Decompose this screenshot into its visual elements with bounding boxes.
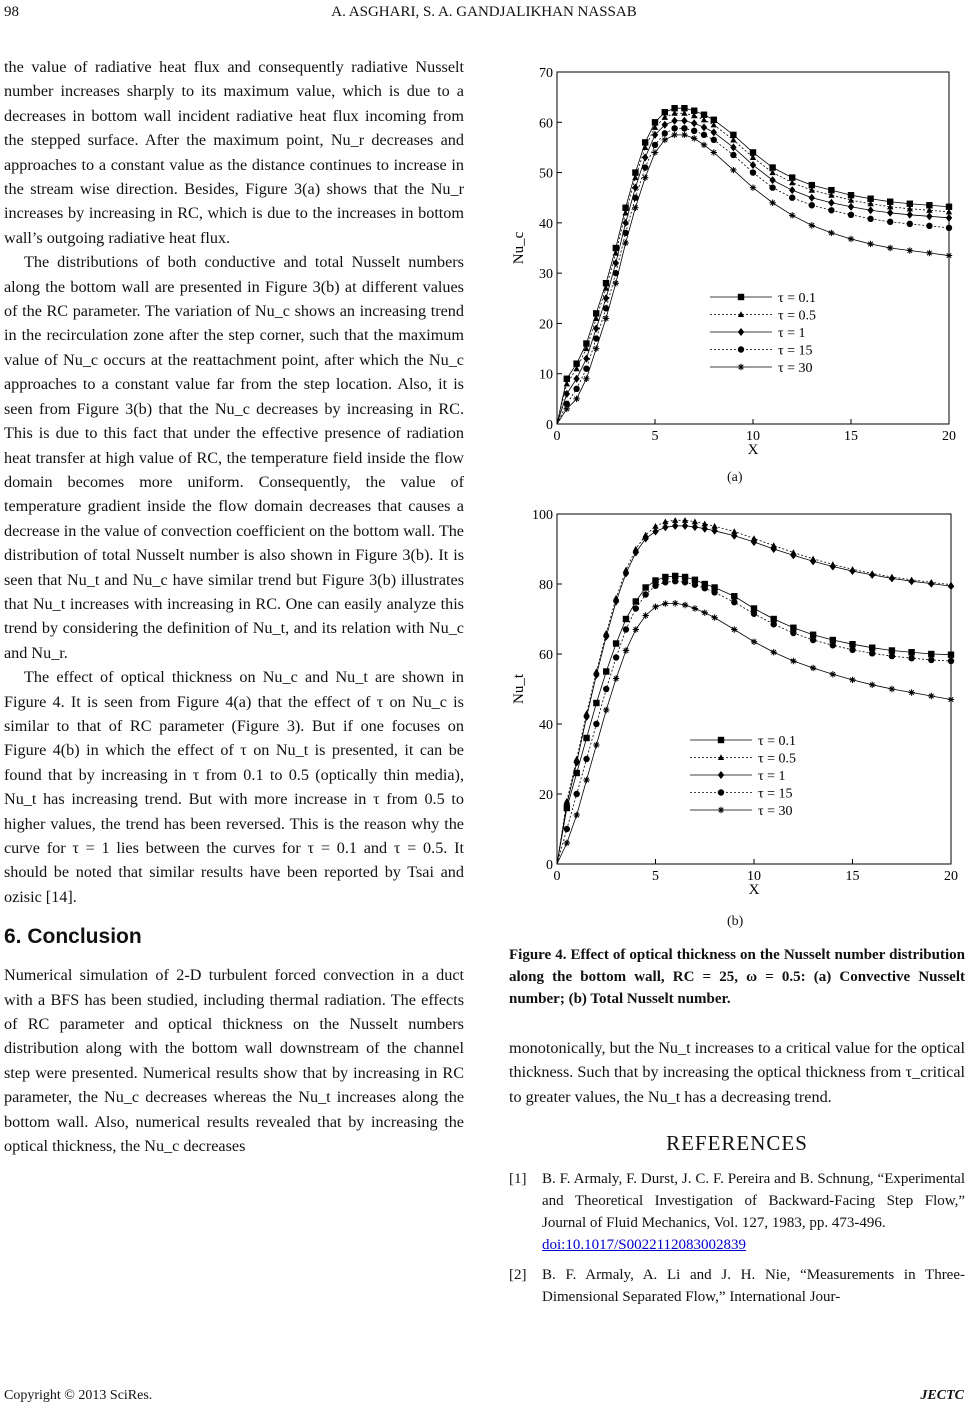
point-marker: [642, 164, 648, 170]
point-marker: [702, 585, 708, 591]
y-tick-label: 100: [532, 508, 553, 523]
y-axis-label: Nu_c: [511, 231, 527, 265]
point-marker: [652, 142, 658, 148]
point-marker: [908, 649, 914, 655]
point-marker: [946, 252, 952, 258]
subfigure-a-label: (a): [727, 470, 743, 485]
paragraph: The effect of optical thickness on Nu_c and Nu_t are shown in Figure 4. It is seen from Figure 4(a) that the effect of τ on Nu_c is similar to that of RC parameter (Figure 3). But if one focuses on Figure 4(b) in which the effect of τ on Nu_t is presented, it can be found that by increasing in τ from 0.1 to 0.5 (optically thin media), Nu_t has increasing trend. But with more increase in τ from 0.5 to higher values, the trend has been reversed. This is the reason why the curve for τ = 1 lies between the curves for τ = 0.1 and τ = 0.5. It should be noted that similar results have been reported by Tsai and ozisic [14].: [4, 668, 464, 906]
y-tick-label: 40: [539, 718, 553, 733]
point-marker: [889, 574, 895, 582]
x-tick-label: 10: [746, 429, 760, 444]
series: [557, 110, 952, 424]
point-marker: [907, 247, 913, 253]
point-marker: [603, 686, 609, 692]
point-marker: [642, 174, 648, 180]
point-marker: [711, 589, 717, 595]
point-marker: [692, 582, 698, 588]
point-marker: [633, 605, 639, 611]
point-marker: [887, 219, 893, 225]
y-tick-label: 10: [539, 367, 553, 383]
point-marker: [701, 132, 707, 138]
point-marker: [828, 199, 834, 207]
point-marker: [593, 671, 599, 679]
point-marker: [681, 132, 687, 138]
point-marker: [623, 626, 629, 632]
point-marker: [642, 584, 648, 590]
point-marker: [887, 209, 893, 217]
references-section: [509, 1131, 965, 1307]
reference-number: [2]: [509, 1266, 527, 1283]
y-tick-label: 80: [539, 578, 553, 593]
reference-item: [509, 1168, 965, 1256]
point-marker: [583, 756, 589, 762]
series-line: [557, 135, 949, 424]
point-marker: [671, 117, 677, 125]
y-tick-label: 60: [539, 116, 553, 132]
chart-a: [505, 58, 965, 468]
point-marker: [849, 641, 855, 647]
x-tick-label: 20: [944, 869, 958, 884]
x-tick-label: 15: [845, 869, 860, 884]
point-marker: [730, 143, 736, 151]
paragraph: the value of radiative heat flux and consequently radiative Nusselt number increases sharply to its maximum value, which is due to a decreases in bottom wall incident radiative heat flux incoming from the stepped surface. After the maximum point, Nu_r decreases and approaches to a constant value as the distance continues to increase in the stream wise direction. Besides, Figure 3(a) shows that the Nu_r increases by increasing in RC, which is due to the increases in bottom wall’s outgoing radiative heat flux.: [4, 58, 464, 247]
x-tick-label: 5: [651, 429, 659, 444]
point-marker: [633, 626, 639, 632]
point-marker: [642, 153, 648, 161]
series: [557, 517, 954, 864]
point-marker: [593, 721, 599, 727]
point-marker: [809, 194, 815, 202]
point-marker: [623, 616, 629, 622]
point-marker: [682, 602, 688, 608]
section-title: 6. Conclusion: [4, 925, 142, 949]
copyright: Copyright © 2013 SciRes.: [4, 1388, 153, 1403]
point-marker: [718, 771, 724, 779]
point-marker: [652, 583, 658, 589]
point-marker: [662, 130, 668, 136]
point-marker: [889, 653, 895, 659]
point-marker: [869, 650, 875, 656]
point-marker: [662, 137, 668, 143]
point-marker: [692, 605, 698, 611]
point-marker: [711, 149, 717, 155]
point-marker: [738, 346, 744, 352]
paragraph: Numerical simulation of 2-D turbulent forced convection in a duct with a BFS has been studied, including thermal radiation. The effects of RC parameter and optical thickness on the Nusselt numbers distribution along with the bottom wall downstream of the channel step were presented. Numerical results show that by increasing in RC parameter, the Nu_c decreases whereas the Nu_t increases along the bottom wall. Also, numerical results revealed that by increasing the optical thickness, the Nu_c decreases: [4, 966, 464, 1156]
x-tick-label: 20: [942, 429, 956, 444]
page-number: 98: [4, 4, 19, 20]
point-marker: [623, 570, 629, 578]
point-marker: [946, 225, 952, 231]
left-column: [4, 55, 464, 1158]
point-marker: [711, 128, 717, 136]
point-marker: [573, 396, 579, 402]
point-marker: [809, 222, 815, 228]
point-marker: [926, 212, 932, 220]
point-marker: [603, 315, 609, 321]
point-marker: [769, 200, 775, 206]
point-marker: [731, 593, 737, 599]
point-marker: [948, 582, 954, 590]
y-tick-label: 30: [539, 267, 553, 283]
paragraph: monotonically, but the Nu_t increases to a critical value for the optical thickness. Such that by increasing the optical thickness from τ_critical to greater values, the Nu_t has a decreasing trend.: [509, 1039, 965, 1106]
point-marker: [926, 223, 932, 229]
point-marker: [711, 137, 717, 143]
point-marker: [731, 626, 737, 632]
legend-label: τ = 0.5: [778, 308, 817, 324]
point-marker: [672, 600, 678, 606]
point-marker: [730, 152, 736, 158]
doi-link[interactable]: doi:10.1017/S0022112083002839: [542, 1236, 747, 1253]
point-marker: [718, 807, 724, 813]
point-marker: [583, 735, 589, 741]
point-marker: [701, 142, 707, 148]
point-marker: [603, 633, 609, 641]
point-marker: [948, 652, 954, 658]
point-marker: [750, 169, 756, 175]
point-marker: [583, 777, 589, 783]
point-marker: [613, 598, 619, 606]
references-title: REFERENCES: [666, 1131, 808, 1156]
point-marker: [928, 657, 934, 663]
series: [557, 578, 954, 864]
chart-b: [505, 502, 965, 910]
point-marker: [682, 522, 688, 530]
x-tick-label: 10: [747, 869, 761, 884]
paragraph: The distributions of both conductive and total Nusselt numbers along the bottom wall are presented in Figure 3(b) at different values of the RC parameter. The variation of Nu_c shows an increasing trend in the recirculation zone after the step corner, such that the maximum value of Nu_c occurs at the reattachment point, after which the Nu_c approaches to a constant value far from the step location. Also, it is seen from Figure 3(b) that the Nu_c decreases by increasing in RC. This is due to this fact that under the effective presence of radiation heat transfer at high value of RC, the temperature field inside the flow domain becomes more uniform. Consequently, the value of temperature gradient inside the flow domain decreases that causes a decrease in the value of convection coefficient on the bottom wall. The distribution of total Nusselt number is also shown in Figure 3(b). It is seen that Nu_t and Nu_c have similar trend but Figure 3(b) illustrates that Nu_t increases with increasing in RC. One can easily analyze this trend by considering the definition of Nu_t, and its relation with Nu_c and Nu_r.: [4, 253, 464, 662]
y-tick-label: 40: [539, 216, 553, 232]
point-marker: [750, 184, 756, 190]
point-marker: [681, 125, 687, 131]
legend-label: τ = 30: [758, 804, 793, 819]
legend-label: τ = 0.5: [758, 751, 797, 767]
point-marker: [907, 211, 913, 219]
point-marker: [574, 791, 580, 797]
x-axis-label: X: [748, 882, 760, 898]
point-marker: [790, 551, 796, 559]
point-marker: [564, 840, 570, 846]
point-marker: [928, 651, 934, 657]
legend-label: τ = 0.1: [758, 734, 797, 749]
point-marker: [718, 789, 724, 795]
point-marker: [810, 557, 816, 565]
legend-label: τ = 15: [758, 786, 793, 802]
point-marker: [789, 195, 795, 201]
point-marker: [574, 812, 580, 818]
point-marker: [908, 655, 914, 661]
figure-caption: Figure 4. Effect of optical thickness on the Nusselt number distribution along the bottom wall, RC = 25, ω = 0.5: (a) Convective Nusselt number; (b) Total Nusselt number.: [509, 947, 965, 1007]
point-marker: [907, 221, 913, 227]
point-marker: [583, 376, 589, 382]
point-marker: [790, 630, 796, 636]
y-tick-label: 0: [546, 858, 553, 873]
point-marker: [613, 675, 619, 681]
reference-text: B. F. Armaly, F. Durst, J. C. F. Pereira and B. Schnung, “Experimental and Theoretical Investigation of Backward-Facing Step Flow,” Journal of Fluid Mechanics, Vol. 127, 1983, pp. 473-496.: [542, 1170, 965, 1231]
point-marker: [613, 640, 619, 646]
point-marker: [632, 205, 638, 211]
journal-name: JECTC: [920, 1388, 964, 1403]
point-marker: [810, 637, 816, 643]
x-axis-label: X: [747, 442, 759, 458]
point-marker: [593, 700, 599, 706]
point-marker: [869, 682, 875, 688]
x-tick-label: 15: [844, 429, 858, 444]
point-marker: [848, 203, 854, 211]
point-marker: [623, 647, 629, 653]
y-tick-label: 60: [539, 648, 553, 663]
point-marker: [583, 355, 589, 363]
y-tick-label: 0: [546, 418, 553, 433]
x-tick-label: 5: [652, 869, 659, 884]
point-marker: [622, 219, 628, 227]
point-marker: [908, 577, 914, 585]
series: [557, 132, 952, 424]
y-tick-label: 20: [539, 788, 553, 803]
point-marker: [573, 386, 579, 392]
point-marker: [810, 665, 816, 671]
legend-label: τ = 1: [758, 769, 786, 784]
right-column: [509, 1036, 965, 1316]
y-tick-label: 20: [539, 317, 553, 333]
point-marker: [682, 579, 688, 585]
point-marker: [642, 612, 648, 618]
point-marker: [848, 236, 854, 242]
point-marker: [603, 668, 609, 674]
point-marker: [849, 677, 855, 683]
point-marker: [948, 658, 954, 664]
point-marker: [702, 610, 708, 616]
point-marker: [751, 611, 757, 617]
y-tick-label: 70: [539, 66, 553, 81]
point-marker: [691, 128, 697, 134]
point-marker: [681, 117, 687, 125]
point-marker: [613, 654, 619, 660]
point-marker: [751, 639, 757, 645]
point-marker: [662, 523, 668, 531]
series: [557, 125, 952, 424]
point-marker: [867, 241, 873, 247]
reference-text: B. F. Armaly, A. Li and J. H. Nie, “Measurements in Three-Dimensional Separated Flow,” International Jour-: [542, 1266, 965, 1305]
point-marker: [849, 567, 855, 575]
point-marker: [738, 294, 744, 300]
point-marker: [887, 245, 893, 251]
x-tick-label: 0: [553, 869, 561, 884]
point-marker: [691, 119, 697, 127]
subfigure-b-label: (b): [727, 914, 744, 929]
y-axis-label: Nu_t: [511, 674, 527, 704]
point-marker: [828, 230, 834, 236]
point-marker: [593, 345, 599, 351]
point-marker: [789, 186, 795, 194]
legend-label: τ = 15: [778, 343, 813, 359]
point-marker: [701, 123, 707, 131]
point-marker: [771, 649, 777, 655]
point-marker: [789, 212, 795, 218]
point-marker: [946, 214, 952, 222]
point-marker: [738, 328, 744, 336]
point-marker: [848, 212, 854, 218]
page-footer: [4, 1388, 964, 1404]
point-marker: [750, 161, 756, 169]
point-marker: [662, 579, 668, 585]
series: [557, 600, 954, 864]
point-marker: [830, 642, 836, 648]
point-marker: [672, 578, 678, 584]
point-marker: [889, 686, 895, 692]
point-marker: [652, 604, 658, 610]
point-marker: [769, 184, 775, 190]
point-marker: [948, 696, 954, 702]
point-marker: [849, 647, 855, 653]
point-marker: [691, 135, 697, 141]
legend-label: τ = 30: [778, 361, 813, 376]
point-marker: [564, 406, 570, 412]
legend-label: τ = 1: [778, 326, 806, 341]
point-marker: [908, 689, 914, 695]
point-marker: [889, 647, 895, 653]
point-marker: [593, 742, 599, 748]
point-marker: [564, 826, 570, 832]
y-tick-label: 50: [539, 166, 553, 182]
point-marker: [671, 125, 677, 131]
x-tick-label: 0: [553, 429, 561, 444]
point-marker: [769, 176, 775, 184]
series: [557, 522, 954, 864]
point-marker: [718, 737, 724, 743]
point-marker: [830, 563, 836, 571]
point-marker: [926, 250, 932, 256]
point-marker: [790, 658, 796, 664]
point-marker: [928, 580, 934, 588]
point-marker: [622, 240, 628, 246]
point-marker: [613, 280, 619, 286]
point-marker: [830, 671, 836, 677]
running-header: [0, 4, 968, 26]
point-marker: [867, 206, 873, 214]
point-marker: [731, 599, 737, 605]
point-marker: [642, 591, 648, 597]
point-marker: [828, 207, 834, 213]
point-marker: [662, 600, 668, 606]
point-marker: [809, 202, 815, 208]
point-marker: [652, 149, 658, 155]
point-marker: [928, 693, 934, 699]
point-marker: [869, 645, 875, 651]
point-marker: [867, 216, 873, 222]
point-marker: [771, 621, 777, 627]
point-marker: [672, 522, 678, 530]
point-marker: [738, 364, 744, 370]
point-marker: [633, 598, 639, 604]
series-line: [557, 581, 951, 864]
legend-label: τ = 0.1: [778, 291, 817, 306]
running-authors: A. ASGHARI, S. A. GANDJALIKHAN NASSAB: [331, 4, 637, 20]
point-marker: [583, 713, 589, 721]
point-marker: [603, 707, 609, 713]
reference-number: [1]: [509, 1170, 527, 1187]
series-line: [557, 576, 951, 864]
point-marker: [671, 132, 677, 138]
point-marker: [730, 167, 736, 173]
reference-item: [509, 1264, 965, 1308]
point-marker: [869, 571, 875, 579]
point-marker: [711, 614, 717, 620]
